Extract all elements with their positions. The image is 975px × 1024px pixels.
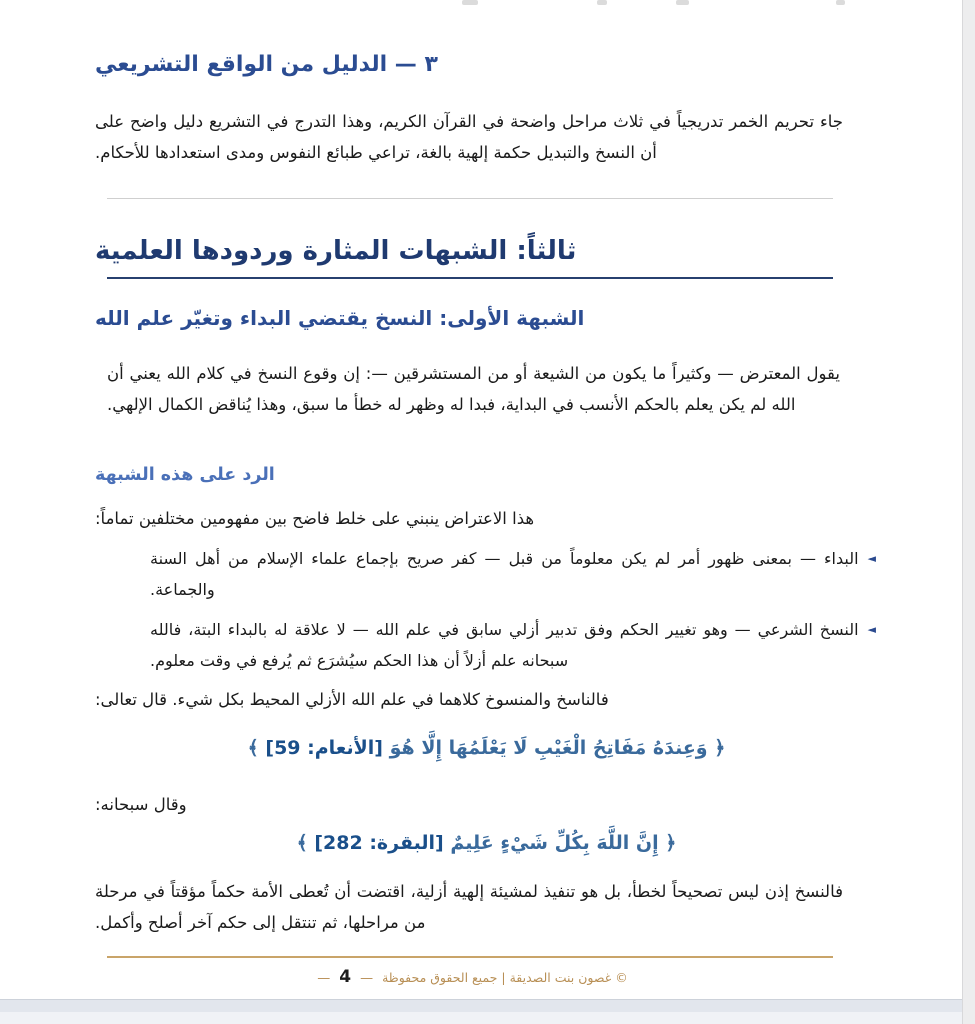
verse-reference: [البقرة: 282] [314,832,444,854]
bullet-text: النسخ الشرعي — وهو تغيير الحكم وفق تدبير أزلي سابق في علم الله — لا علاقة له بالبداء البتة، فالله سبحانه علم أزلاً أن هذا الحكم سيُشرَع ثم يُرفع في وقت معلوم. [150,620,859,670]
major-heading-doubts: ثالثاً: الشبهات المثارة وردودها العلمية [95,236,577,266]
section-divider [107,198,833,199]
verse-reference: [الأنعام: 59] [265,737,383,759]
response-intro-line: هذا الاعتراض ينبني على خلط فاضح بين مفهومين مختلفين تماماً: [95,509,535,528]
footer-dash: — [317,971,331,986]
verse-open-bracket-icon: ﴿ [714,737,726,759]
paragraph-legislative-evidence: جاء تحريم الخمر تدريجياً في ثلاث مراحل واضحة في القرآن الكريم، وهذا التدرج في التشريع دليل واضح على أن النسخ والتبديل حكمة إلهية بالغة، تراعي طبائع النفوس ومدى استعدادها للأحكام. [95,112,843,162]
page-bottom-edge [0,999,963,1013]
list-item [95,543,878,605]
triangle-bullet-icon: ◄ [867,552,876,565]
bullet-text: البداء — بمعنى ظهور أمر لم يكن معلوماً من قبل — كفر صريح بإجماع علماء الإسلام من أهل السنة والجماعة. [150,549,859,599]
triangle-bullet-icon: ◄ [867,623,876,636]
verse-close-bracket-icon: ﴾ [296,832,308,854]
background-area [0,1012,963,1024]
quran-verse-baqarah [95,828,878,858]
subheading-response: الرد على هذه الشبهة [95,465,275,485]
verse-text: إِنَّ اللَّهَ بِكُلِّ شَيْءٍ عَلِيمٌ [450,832,659,854]
verse-text: وَعِندَهُ مَفَاتِحُ الْغَيْبِ لَا يَعْلَمُهَا إِلَّا هُوَ [389,737,708,759]
closing-paragraph: فالنسخ إذن ليس تصحيحاً لخطأ، بل هو تنفيذ لمشيئة إلهية أزلية، اقتضت أن تُعطى الأمة حكماً مؤقتاً في مرحلة من مراحلها، ثم تنتقل إلى حكم آخر أصلح وأكمل. [95,882,843,932]
list-item [95,614,878,676]
page-footer [107,966,833,990]
verse-close-bracket-icon: ﴾ [247,737,259,759]
conclusion-intro-line: فالناسخ والمنسوخ كلاهما في علم الله الأزلي المحيط بكل شيء. قال تعالى: [95,690,609,709]
footer-dash: — [360,971,374,986]
paragraph-first-doubt: يقول المعترض — وكثيراً ما يكون من الشيعة أو من المستشرقين —: إن وقوع النسخ في كلام الله يعني أن الله لم يكن يعلم بالحكم الأنسب في البداية، فبدا له وظهر له خطأ ما سبق، وهذا يُناقض الكمال الإلهي. [107,364,840,414]
subheading-first-doubt: الشبهة الأولى: النسخ يقتضي البداء وتغيّر علم الله [95,306,585,330]
page-content [95,0,878,990]
scrollbar-track[interactable] [962,0,975,1024]
copyright-text: © غصون بنت الصديقة | جميع الحقوق محفوظة [382,970,628,985]
bullet-list [95,543,878,676]
page-number: 4 [339,967,352,987]
heading-underline [107,277,833,279]
quran-verse-anam [95,733,878,763]
verse-open-bracket-icon: ﴿ [665,832,677,854]
between-verses-line: وقال سبحانه: [95,795,187,814]
footer-rule [107,956,833,958]
section-heading-legislative-evidence: ٣ — الدليل من الواقع التشريعي [95,52,438,77]
